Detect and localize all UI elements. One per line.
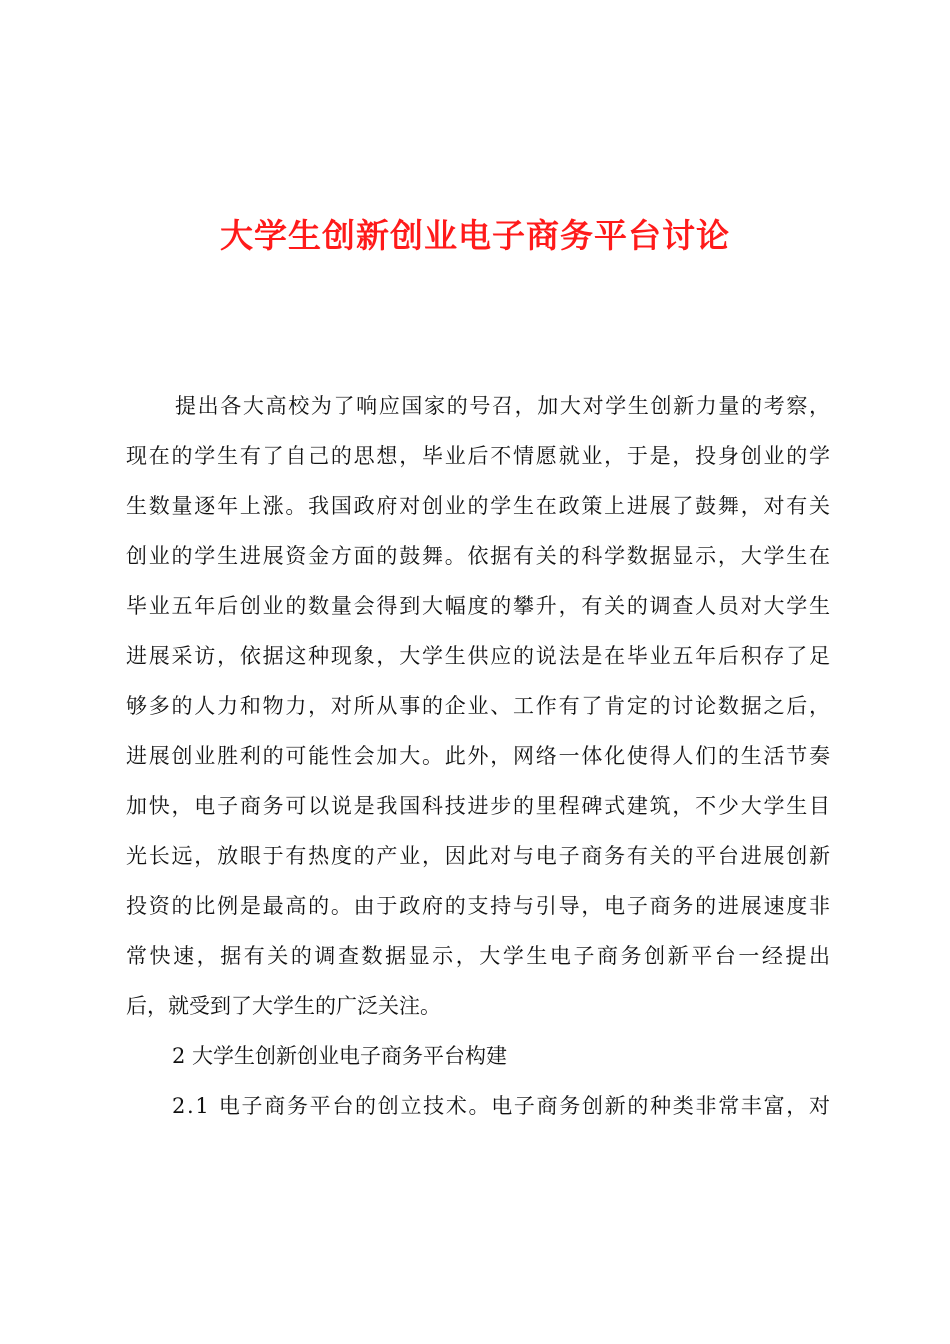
document-title: 大学生创新创业电子商务平台讨论 <box>220 216 730 255</box>
paragraph-line: 光长远，放眼于有热度的产业，因此对与电子商务有关的平台进展创新 <box>126 844 832 868</box>
subsection-line: 2.1 电子商务平台的创立技术。电子商务创新的种类非常丰富，对 <box>172 1094 832 1118</box>
paragraph-line: 投资的比例是最高的。由于政府的支持与引导，电子商务的进展速度非 <box>126 894 832 918</box>
paragraph-line: 加快，电子商务可以说是我国科技进步的里程碑式建筑，不少大学生目 <box>126 794 832 818</box>
paragraph-line: 毕业五年后创业的数量会得到大幅度的攀升，有关的调查人员对大学生 <box>126 594 832 618</box>
paragraph-line: 创业的学生进展资金方面的鼓舞。依据有关的科学数据显示，大学生在 <box>126 544 832 568</box>
paragraph-line: 够多的人力和物力，对所从事的企业、工作有了肯定的讨论数据之后， <box>126 694 832 718</box>
paragraph-line: 后，就受到了大学生的广泛关注。 <box>126 994 441 1018</box>
paragraph-line: 提出各大高校为了响应国家的号召，加大对学生创新力量的考察， <box>175 394 832 418</box>
section-heading: 2 大学生创新创业电子商务平台构建 <box>172 1044 508 1068</box>
paragraph-line: 常快速，据有关的调查数据显示，大学生电子商务创新平台一经提出 <box>126 944 833 968</box>
paragraph-line: 生数量逐年上涨。我国政府对创业的学生在政策上进展了鼓舞，对有关 <box>126 494 832 518</box>
paragraph-line: 进展采访，依据这种现象，大学生供应的说法是在毕业五年后积存了足 <box>126 644 832 668</box>
paragraph-line: 现在的学生有了自己的思想，毕业后不情愿就业，于是，投身创业的学 <box>126 444 832 468</box>
paragraph-line: 进展创业胜利的可能性会加大。此外，网络一体化使得人们的生活节奏 <box>126 744 832 768</box>
